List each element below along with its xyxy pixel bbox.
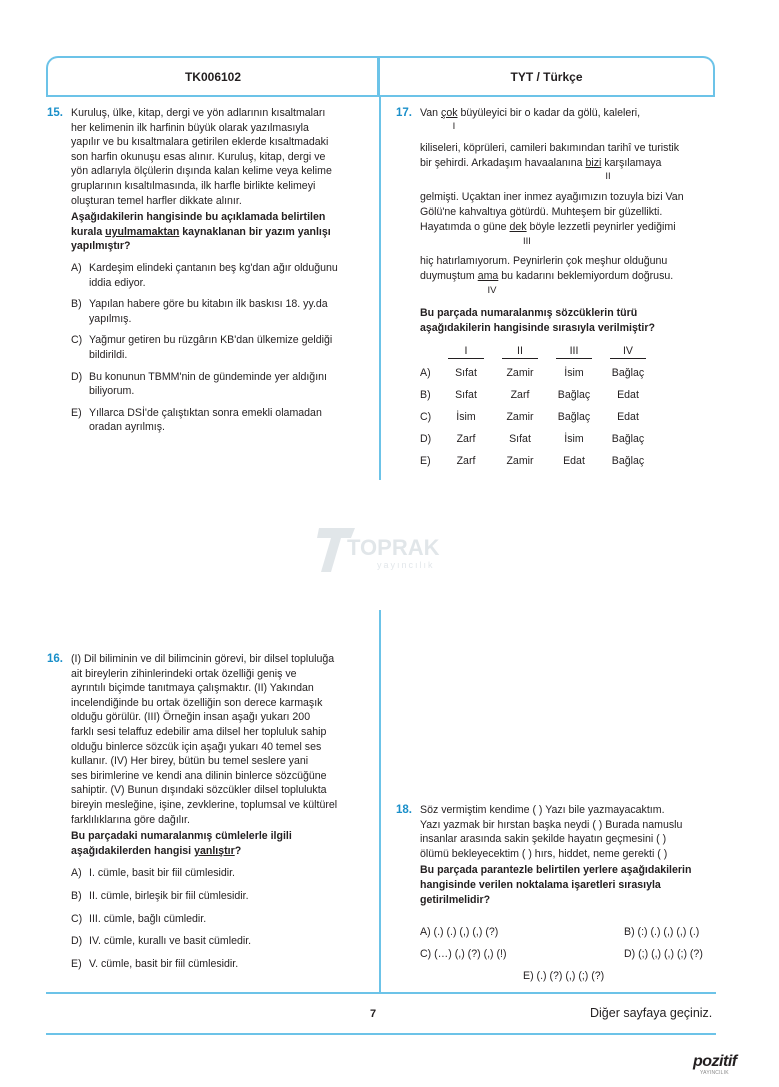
option-text: IV. cümle, kurallı ve basit cümledir. bbox=[89, 935, 252, 948]
q16-stem-part: aşağıdakilerden hangisi bbox=[71, 844, 195, 857]
table-cell: Zamir bbox=[506, 455, 534, 467]
question-number: 16. bbox=[47, 653, 63, 665]
table-cell: Bağlaç bbox=[557, 411, 591, 423]
q15-stem-line: yapılmıştır? bbox=[71, 240, 131, 253]
option-text: (.) (?) (,) (;) (?) bbox=[536, 970, 605, 982]
q18-stem-line: hangisinde verilen noktalama işaretleri sırasıyla bbox=[420, 878, 661, 891]
q18-text-line: Yazı yazmak bir hırstan başka neydi ( ) Burada namuslu bbox=[420, 818, 683, 831]
q17-text-line: kiliseleri, köprüleri, camileri bakımından tarihî ve turistik bbox=[420, 142, 680, 154]
footer-rule-bottom bbox=[46, 1033, 716, 1035]
table-cell: Bağlaç bbox=[611, 367, 645, 379]
q16-text-line: kullanır. (IV) Her birey, bütün bu temel seslere yani bbox=[71, 755, 309, 768]
q16-text-line: ses birimlerine ve kendi ana dilinin binlerce sözcüğüne bbox=[71, 769, 327, 782]
watermark-sub: yayıncılık bbox=[377, 560, 435, 570]
table-row[interactable] bbox=[396, 410, 696, 426]
table-row[interactable] bbox=[396, 388, 696, 404]
q16-text-line: bireyin mesleğine, işine, zevklerine, toplumsal ve kültürel bbox=[71, 798, 338, 811]
column-divider-top bbox=[379, 97, 381, 480]
option-label: A) bbox=[420, 926, 431, 938]
option-text: II. cümle, birleşik bir fiil cümlesidir. bbox=[89, 889, 249, 902]
option-label: D) bbox=[420, 433, 432, 445]
option-text: I. cümle, basit bir fiil cümlesidir. bbox=[89, 867, 235, 880]
option-label: E) bbox=[523, 970, 534, 982]
option-label: D) bbox=[71, 370, 83, 383]
q17-text-part: büyüleyici bir o kadar da gölü, kaleleri, bbox=[457, 107, 641, 119]
table-head-rule bbox=[556, 358, 592, 359]
q18-text-line: ölümü bekleyecektim ( ) hırs, hiddet, neme gerekti ( ) bbox=[420, 847, 668, 860]
answer-option-a[interactable] bbox=[71, 866, 371, 881]
q15-intro-line: her kelimenin ilk harfinin büyük olarak yazılmasıyla bbox=[71, 121, 309, 134]
q18-stem-line: getirilmelidir? bbox=[420, 893, 491, 906]
q17-text-part: karşılamaya bbox=[601, 157, 662, 169]
option-text: Bu konunun TBMM'nin de gündeminde yer aldığını bbox=[89, 370, 327, 383]
column-divider-bottom bbox=[379, 610, 381, 992]
watermark-logo-icon bbox=[317, 520, 447, 580]
q15-stem-underlined: uyulmamaktan bbox=[105, 225, 180, 238]
q16-text-line: olduğu binlerce sözcük için aşağı yukarı 40 temel ses bbox=[71, 740, 322, 753]
page-number: 7 bbox=[370, 1008, 377, 1020]
q17-text-line bbox=[420, 269, 673, 284]
option-label: B) bbox=[624, 926, 635, 938]
q16-stem-part: ? bbox=[234, 844, 242, 857]
table-cell: Sıfat bbox=[455, 367, 477, 379]
table-col-head: III bbox=[569, 345, 579, 357]
header-right-subject bbox=[380, 56, 715, 97]
option-label: E) bbox=[420, 455, 431, 467]
q15-intro-line: yapılır ve bu kısaltmalara getirilen eklerde kısaltmadaki bbox=[71, 136, 329, 149]
q17-answer-table bbox=[396, 344, 716, 474]
header-left-code bbox=[46, 56, 378, 97]
roman-mark-2: II bbox=[605, 171, 611, 182]
q15-stem bbox=[71, 210, 371, 225]
option-label: C) bbox=[71, 912, 83, 925]
q17-text-line: hiç hatırlamıyorum. Peynirlerin çok meşhur olduğunu bbox=[420, 255, 668, 267]
q16-text-line: farklılıklarına göre dağılır. bbox=[71, 813, 190, 826]
roman-mark-4: IV bbox=[487, 285, 497, 296]
table-col-head: II bbox=[517, 345, 523, 357]
answer-option-d[interactable] bbox=[71, 370, 371, 399]
q15-intro-line: son harfin okunuşu esas alınır. Kuruluş, kitap, dergi ve bbox=[71, 150, 326, 163]
answer-option-a[interactable] bbox=[420, 925, 498, 940]
q17-text-part: bu kadarını beklemiyordum doğrusu. bbox=[498, 270, 674, 282]
q16-text-line: ayrıntılı biçimde tanıtmaya çalışmaktır. (II) Yakından bbox=[71, 682, 314, 695]
option-label: B) bbox=[71, 298, 82, 311]
option-text: (:) (.) (,) (,) (.) bbox=[637, 926, 700, 938]
q15-stem-line: Aşağıdakilerin hangisinde bu açıklamada belirtilen bbox=[71, 211, 326, 224]
q17-marked-word-4: ama bbox=[477, 270, 499, 282]
table-cell: İsim bbox=[564, 367, 584, 379]
q18-text-line: insanlar arasında sakin şekilde hayatın geçmesini ( ) bbox=[420, 833, 667, 846]
table-col-head: IV bbox=[622, 345, 633, 357]
subject-title: TYT / Türkçe bbox=[510, 69, 583, 84]
option-text: oradan ayrılmış. bbox=[89, 421, 165, 434]
option-label: E) bbox=[71, 957, 82, 970]
table-row[interactable] bbox=[396, 366, 696, 382]
q15-stem-part: kurala bbox=[71, 225, 106, 238]
roman-mark-3: III bbox=[523, 236, 531, 247]
option-label: D) bbox=[624, 948, 636, 960]
table-cell: Zamir bbox=[506, 367, 534, 379]
question-17 bbox=[396, 106, 716, 476]
q15-stem bbox=[71, 225, 371, 240]
option-text: Yapılan habere göre bu kitabın ilk baskısı 18. yy.da bbox=[89, 298, 328, 311]
table-cell: Edat bbox=[563, 455, 585, 467]
question-number: 17. bbox=[396, 107, 412, 119]
option-text: Yağmur getiren bu rüzgârın KB'dan ülkemize geldiği bbox=[89, 334, 333, 347]
option-text: (…) (,) (?) (,) (!) bbox=[434, 948, 507, 960]
table-cell: Bağlaç bbox=[611, 455, 645, 467]
answer-option-b[interactable] bbox=[71, 889, 371, 904]
q15-intro-line: gruplarının kısaltılmasında, ilk harfle birlikte kelimeyi bbox=[71, 179, 316, 192]
q16-stem-line: Bu parçadaki numaralanmış cümlelerle ilgili bbox=[71, 830, 292, 843]
answer-option-c[interactable] bbox=[71, 912, 371, 927]
q17-text-line: gelmişti. Uçaktan iner inmez ayağımızın tozuyla bizi Van bbox=[420, 191, 684, 203]
answer-option-e[interactable] bbox=[523, 969, 604, 984]
next-page-note: Diğer sayfaya geçiniz. bbox=[590, 1006, 713, 1020]
option-text: (.) (.) (,) (,) (?) bbox=[433, 926, 499, 938]
q16-text-line: ait bireylerin zihinlerindeki ortak özelliği geniş ve bbox=[71, 667, 297, 680]
q16-text-line: farklı sesi telaffuz edebilir ama dilsel her topluluk sahip bbox=[71, 725, 327, 738]
q16-text-line: (I) Dil biliminin ve dil bilimcinin görevi, bir dilsel topluluğa bbox=[71, 653, 335, 665]
q15-stem-part: kaynaklanan bir yazım yanlışı bbox=[179, 225, 331, 238]
footer-rule-top bbox=[46, 992, 716, 994]
table-cell: Zarf bbox=[456, 433, 476, 445]
q17-text-part: böyle lezzetli peynirler yediğimi bbox=[526, 221, 676, 233]
watermark-brand: TOPRAK bbox=[347, 535, 440, 560]
q17-marked-word-1: çok bbox=[441, 107, 458, 119]
option-label: C) bbox=[71, 334, 83, 347]
option-text: Kardeşim elindeki çantanın beş kg'dan ağır olduğunu bbox=[89, 261, 338, 274]
option-text: V. cümle, basit bir fiil cümlesidir. bbox=[89, 957, 239, 970]
table-cell: Edat bbox=[617, 389, 639, 401]
q17-text-line: Gölü'ne kahvaltıya götürdü. Muhteşem bir güzellikti. bbox=[420, 206, 663, 218]
table-cell: Zarf bbox=[510, 389, 530, 401]
question-number: 15. bbox=[47, 107, 63, 119]
answer-option-b[interactable] bbox=[71, 297, 371, 326]
table-row[interactable] bbox=[396, 454, 696, 470]
roman-mark-1: I bbox=[452, 121, 456, 132]
answer-option-a[interactable] bbox=[71, 261, 371, 290]
table-cell: Sıfat bbox=[455, 389, 477, 401]
table-cell: İsim bbox=[564, 433, 584, 445]
option-text: yapılmış. bbox=[89, 312, 132, 325]
q16-text-line: olduğu görülür. (III) Örneğin insan aşağı yukarı 200 bbox=[71, 711, 311, 724]
table-head-rule bbox=[502, 358, 538, 359]
answer-option-c[interactable] bbox=[71, 333, 371, 362]
publisher-watermark bbox=[317, 520, 447, 580]
q17-marked-word-2: bizi bbox=[585, 157, 602, 169]
q18-stem-line: Bu parçada parantezle belirtilen yerlere aşağıdakilerin bbox=[420, 864, 692, 877]
table-cell: Zamir bbox=[506, 411, 534, 423]
q17-text-line bbox=[420, 106, 640, 121]
table-cell: Zarf bbox=[456, 455, 476, 467]
table-cell: Sıfat bbox=[509, 433, 531, 445]
table-head-rule bbox=[610, 358, 646, 359]
q16-stem bbox=[71, 844, 371, 859]
option-label: D) bbox=[71, 935, 83, 948]
q17-stem-line: aşağıdakilerin hangisinde sırasıyla verilmiştir? bbox=[420, 321, 655, 334]
q17-marked-word-3: dek bbox=[509, 221, 527, 233]
publisher-logo: pozitif bbox=[693, 1053, 737, 1070]
q17-text-part: bir şehirdi. Arkadaşım havaalanına bbox=[420, 157, 586, 169]
table-cell: İsim bbox=[456, 411, 476, 423]
option-label: B) bbox=[420, 389, 431, 401]
publisher-logo-sub: YAYINCILIK bbox=[700, 1070, 729, 1076]
question-number: 18. bbox=[396, 804, 412, 816]
option-label: E) bbox=[71, 406, 82, 419]
answer-option-d[interactable] bbox=[624, 947, 703, 962]
q15-intro-line: Kuruluş, ülke, kitap, dergi ve yön adlarının kısaltmaları bbox=[71, 107, 326, 119]
answer-option-b[interactable] bbox=[624, 925, 699, 940]
q17-text-part: Van bbox=[420, 107, 442, 119]
q15-stem bbox=[71, 239, 371, 254]
q17-text-line bbox=[420, 156, 661, 171]
q16-text-line: incelendiğinde bu ortak özelliğin son derece karmaşık bbox=[71, 696, 323, 709]
option-label: B) bbox=[71, 889, 82, 902]
question-18 bbox=[396, 803, 716, 988]
table-cell: Bağlaç bbox=[557, 389, 591, 401]
q15-intro-line: oluşturan temel harfler dikkate alınır. bbox=[71, 194, 242, 207]
q18-text-line: Söz vermiştim kendime ( ) Yazı bile yazmayacaktım. bbox=[420, 804, 665, 816]
option-label: C) bbox=[420, 411, 432, 423]
option-text: (;) (,) (,) (;) (?) bbox=[638, 948, 703, 960]
option-text: Yıllarca DSİ'de çalıştıktan sonra emekli olamadan bbox=[89, 406, 322, 419]
answer-option-d[interactable] bbox=[71, 934, 371, 949]
option-text: bildirildi. bbox=[89, 348, 128, 361]
q16-text-line: sahiptir. (V) Bunun dışındaki sözcükler dilsel toplulukta bbox=[71, 784, 327, 797]
option-label: A) bbox=[71, 867, 82, 880]
table-head-rule bbox=[448, 358, 484, 359]
option-label: C) bbox=[420, 948, 432, 960]
q17-stem-line: Bu parçada numaralanmış sözcüklerin türü bbox=[420, 307, 638, 319]
q15-intro-line: yön adlarıyla ölçülerin dışında kalan kelime veya kelime bbox=[71, 165, 332, 178]
option-text: biliyorum. bbox=[89, 385, 135, 398]
q17-text-part: duymuştum bbox=[420, 270, 478, 282]
option-label: A) bbox=[420, 367, 431, 379]
table-cell: Bağlaç bbox=[611, 433, 645, 445]
answer-option-e[interactable] bbox=[71, 406, 371, 435]
table-row[interactable] bbox=[396, 432, 696, 448]
table-col-head: I bbox=[464, 345, 468, 357]
q17-text-line bbox=[420, 220, 676, 235]
answer-option-c[interactable] bbox=[420, 947, 507, 962]
q17-text-part: Hayatımda o güne bbox=[420, 221, 510, 233]
option-text: iddia ediyor. bbox=[89, 276, 146, 289]
option-text: III. cümle, bağlı cümledir. bbox=[89, 912, 207, 925]
q16-stem-underlined: yanlıştır bbox=[194, 844, 235, 857]
option-label: A) bbox=[71, 261, 82, 274]
test-code: TK006102 bbox=[184, 69, 242, 84]
answer-option-e[interactable] bbox=[71, 957, 371, 972]
table-cell: Edat bbox=[617, 411, 639, 423]
